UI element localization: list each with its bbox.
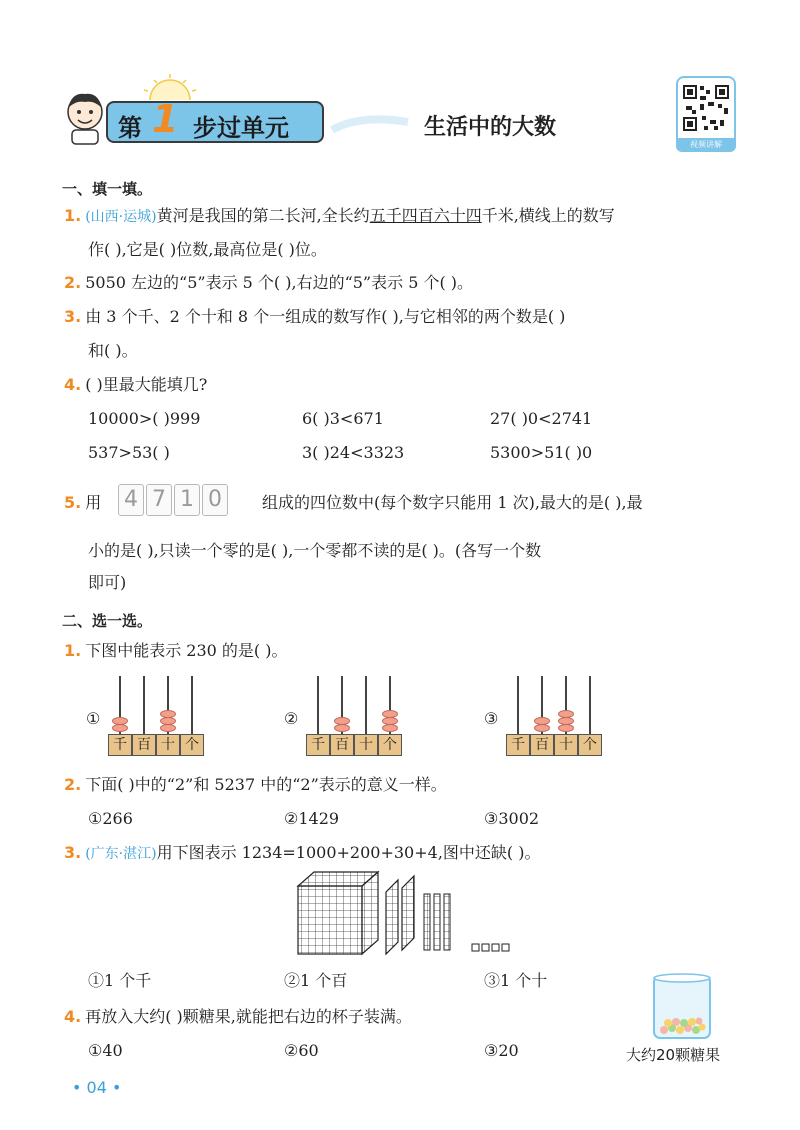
question-1-4 (64, 374, 207, 396)
place-label: 百 (132, 734, 156, 756)
place-label: 十 (156, 734, 180, 756)
question-1-3 (64, 306, 565, 328)
option-label[interactable]: ② (284, 709, 299, 728)
question-1-5-line3: 即可) (88, 573, 127, 592)
question-1-5-line1: 组成的四位数中(每个数字只能用 1 次),最大的是( ),最 (262, 493, 643, 512)
option-3[interactable]: ③20 (484, 1041, 519, 1060)
place-label: 百 (330, 734, 354, 756)
question-text-cont: 千米,横线上的数写 (481, 206, 615, 225)
question-text: 黄河是我国的第二长河,全长约 (156, 206, 370, 225)
place-label: 十 (354, 734, 378, 756)
question-text: ( )里最大能填几? (85, 375, 208, 394)
question-text: 再放入大约( )颗糖果,就能把右边的杯子装满。 (85, 1007, 412, 1026)
inequality-2: 6( )3<671 (302, 409, 384, 428)
question-2-4 (64, 1006, 412, 1028)
place-label: 千 (108, 734, 132, 756)
question-number: 2. (64, 775, 82, 794)
abacus-3 (502, 676, 608, 760)
region-tag: (广东·湛江) (85, 846, 157, 862)
question-number: 4. (64, 1007, 82, 1026)
inequality-6: 5300>51( )0 (490, 443, 593, 462)
option-1[interactable]: ①1 个千 (88, 971, 152, 990)
place-label: 千 (506, 734, 530, 756)
question-number: 2. (64, 273, 82, 292)
qr-caption: 视频讲解 (676, 138, 736, 152)
option-label[interactable]: ③ (484, 709, 499, 728)
inequality-5: 3( )24<3323 (302, 443, 405, 462)
option-1[interactable]: ①40 (88, 1041, 123, 1060)
abacus-2 (302, 676, 408, 760)
inequality-1: 10000>( )999 (88, 409, 201, 428)
banner-prefix: 第 (118, 113, 142, 142)
question-text: 下图中能表示 230 的是( )。 (85, 641, 288, 660)
question-number: 1. (64, 206, 82, 225)
question-1-2 (64, 272, 473, 294)
page-number-value: 04 (86, 1078, 107, 1097)
option-label[interactable]: ① (86, 709, 101, 728)
place-label: 百 (530, 734, 554, 756)
place-label: 个 (378, 734, 402, 756)
option-2[interactable]: ②1429 (284, 809, 340, 828)
underlined-number-words: 五千四百六十四 (369, 206, 482, 225)
question-text: 下面( )中的“2”和 5237 中的“2”表示的意义一样。 (85, 775, 447, 794)
banner-swoosh-decoration (330, 108, 410, 138)
banner-number: 1 (152, 97, 179, 141)
question-text: 用 (85, 493, 102, 512)
place-label: 十 (554, 734, 578, 756)
question-number: 1. (64, 641, 82, 660)
option-3[interactable]: ③3002 (484, 809, 540, 828)
question-1-5 (64, 492, 101, 514)
digit-card: 1 (174, 484, 200, 516)
option-2[interactable]: ②60 (284, 1041, 319, 1060)
section-two-title: 二、选一选。 (62, 612, 153, 630)
base-ten-blocks-figure (294, 868, 524, 958)
question-2-3 (64, 842, 540, 865)
candy-jar-illustration (650, 972, 714, 1042)
section-one-title: 一、填一填。 (62, 180, 153, 198)
question-number: 5. (64, 493, 82, 512)
question-number: 3. (64, 307, 82, 326)
question-text: 5050 左边的“5”表示 5 个( ),右边的“5”表示 5 个( )。 (85, 273, 474, 292)
question-1-5-line2: 小的是( ),只读一个零的是( ),一个零都不读的是( )。(各写一个数 (88, 541, 542, 560)
abacus-1 (104, 676, 210, 760)
place-label: 千 (306, 734, 330, 756)
digit-card: 7 (146, 484, 172, 516)
question-1-1-line2: 作( ),它是( )位数,最高位是( )位。 (88, 240, 327, 259)
inequality-4: 537>53( ) (88, 443, 170, 462)
jar-caption: 大约20颗糖果 (626, 1046, 721, 1064)
digit-cards (118, 484, 230, 516)
inequality-3: 27( )0<2741 (490, 409, 593, 428)
option-1[interactable]: ①266 (88, 809, 133, 828)
digit-card: 4 (118, 484, 144, 516)
unit-title: 生活中的大数 (424, 115, 557, 140)
option-2[interactable]: ②1 个百 (284, 971, 348, 990)
question-text: 用下图表示 1234=1000+200+30+4,图中还缺( )。 (156, 843, 541, 862)
place-label: 个 (578, 734, 602, 756)
question-1-1 (64, 205, 615, 228)
place-label: 个 (180, 734, 204, 756)
region-tag: (山西·运城) (85, 209, 157, 225)
boy-mascot-illustration (62, 90, 108, 146)
question-number: 4. (64, 375, 82, 394)
question-2-2 (64, 774, 447, 796)
question-number: 3. (64, 843, 82, 862)
question-text: 由 3 个千、2 个十和 8 个一组成的数写作( ),与它相邻的两个数是( ) (85, 307, 566, 326)
page-number: • 04 • (72, 1078, 122, 1097)
banner-title: 步过单元 (193, 113, 289, 142)
digit-card: 0 (202, 484, 228, 516)
option-3[interactable]: ③1 个十 (484, 971, 548, 990)
question-2-1 (64, 640, 288, 662)
question-1-3-line2: 和( )。 (88, 341, 138, 360)
